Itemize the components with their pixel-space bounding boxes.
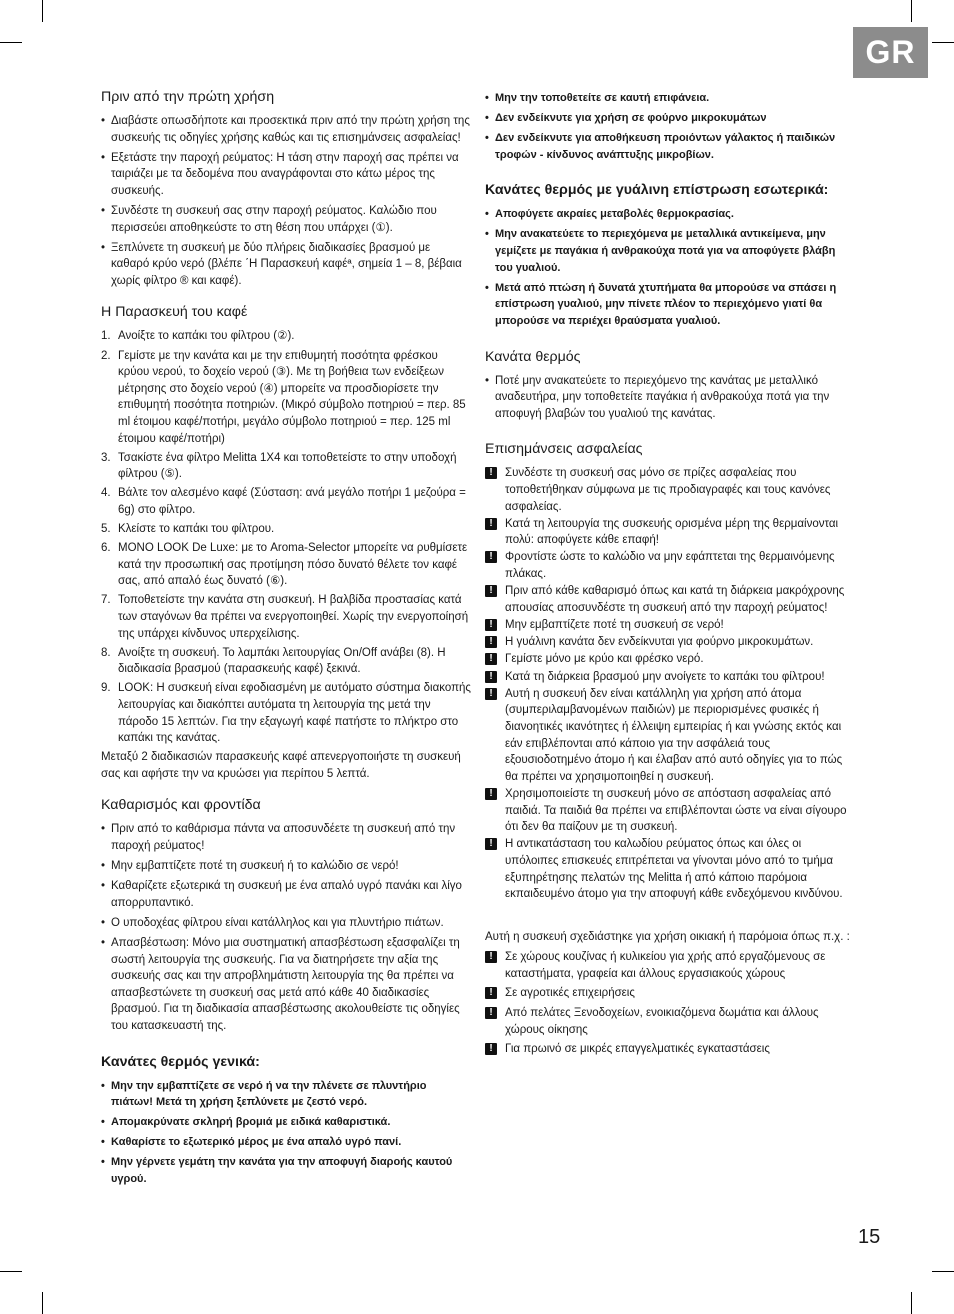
section-thermos-jug bbox=[485, 348, 853, 423]
warning-item bbox=[485, 1005, 853, 1038]
prep-note: Μεταξύ 2 διαδικασιών παρασκευής καφέ απενεργοποιήστε τη συσκευή σας και αφήστε την να κρυώσει για περίπου 5 λεπτά. bbox=[101, 751, 461, 780]
step-number: 5. bbox=[101, 522, 111, 535]
warning-icon: ! bbox=[485, 1043, 497, 1055]
section-title: Καθαρισμός και φροντίδα bbox=[101, 797, 261, 814]
crop-mark bbox=[911, 0, 912, 22]
warning-item bbox=[485, 949, 853, 982]
step-number: 9. bbox=[101, 682, 111, 695]
list-item: • Μην την τοποθετείτε σε καυτή επιφάνεια. bbox=[485, 90, 853, 107]
list-item: • Πριν από το καθάρισμα πάντα να αποσυνδέετε τη συσκευή από την παροχή ρεύματος! bbox=[101, 821, 471, 854]
warning-icon: ! bbox=[485, 551, 497, 563]
warning-text: Φροντίστε ώστε το καλώδιο να μην εφάπτεται της θερμαινόμενης πλάκας. bbox=[505, 551, 835, 581]
step-item bbox=[101, 348, 471, 448]
step-item bbox=[101, 680, 471, 746]
section-title: Κανάτες θερμός γενικά: bbox=[101, 1053, 260, 1070]
list-item: • Μην την εμβαπτίζετε σε νερό ή να την πλένετε σε πλυντήριο πιάτων! Μετά τη χρήση ξεπλύνετε με ζεστό νερό. bbox=[101, 1078, 471, 1111]
list-item: • Καθαρίζετε εξωτερικά τη συσκευή με ένα απαλό υγρό πανάκι και λίγο απορρυπαντικό. bbox=[101, 878, 471, 911]
section-glass-lined bbox=[485, 181, 853, 329]
list-item: • Μην ανακατεύετε το περιεχόμενα με μεταλλικά αντικείμενα, μην γεμίζετε με παγάκια ή ανθρακούχα ποτά για να αποφύγετε βλάβη του γυαλιού. bbox=[485, 226, 853, 276]
bullet-list bbox=[485, 373, 853, 423]
step-text: MONO LOOK De Luxe: με το Aroma-Selector μπορείτε να ρυθμίσετε κατά την προσωπική σας προτίμηση πόσο δυνατό θέλετε τον καφέ σας, από απαλό έως δυνατό (⑥). bbox=[118, 542, 468, 588]
warning-text: Για πρωινό σε μικρές επαγγελματικές εγκαταστάσεις bbox=[505, 1043, 770, 1056]
warning-item bbox=[485, 686, 853, 786]
section-title: Κανάτες θερμός με γυάλινη επίστρωση εσωτερικά: bbox=[485, 182, 829, 199]
section-thermos-general-cont bbox=[485, 90, 853, 163]
section-before-first-use bbox=[101, 88, 471, 289]
warning-icon: ! bbox=[485, 467, 497, 479]
warning-text: Πριν από κάθε καθαρισμό όπως και κατά τη διάρκεια μακρόχρονης απουσίας αποσυνδέστε τη συσκευή από την παροχή ρεύματος! bbox=[505, 585, 845, 614]
step-item bbox=[101, 521, 471, 538]
warning-icon: ! bbox=[485, 518, 497, 530]
list-item: • Δεν ενδείκνυτε για χρήση σε φούρνο μικροκυμάτων bbox=[485, 110, 853, 127]
warning-list bbox=[485, 465, 853, 902]
warning-item bbox=[485, 583, 853, 616]
step-item bbox=[101, 450, 471, 483]
list-item: • Ο υποδοχέας φίλτρου είναι κατάλληλος και για πλυντήριο πιάτων. bbox=[101, 915, 471, 932]
section-title: Η Παρασκευή του καφέ bbox=[101, 304, 248, 321]
left-column bbox=[101, 88, 471, 1202]
section-coffee-prep bbox=[101, 303, 471, 782]
list-item: • Διαβάστε οπωσδήποτε και προσεκτικά πριν από την πρώτη χρήση της συσκευής τις οδηγίες χρήσης καθώς και τις επισημάνσεις ασφαλείας! bbox=[101, 113, 471, 146]
step-number: 3. bbox=[101, 451, 111, 464]
warning-item bbox=[485, 634, 853, 651]
warning-text: Από πελάτες Ξενοδοχείων, ενοικιαζόμενα δωμάτια και άλλους χώρους οίκησης bbox=[505, 1007, 819, 1036]
warning-item bbox=[485, 1041, 853, 1058]
warning-text: Κατά τη λειτουργία της συσκευής ορισμένα μέρη της θερμαίνονται πολύ: αποφύγετε κάθε επαφή! bbox=[505, 517, 839, 547]
warning-icon: ! bbox=[485, 951, 497, 963]
crop-mark bbox=[911, 1292, 912, 1314]
warning-item bbox=[485, 651, 853, 668]
warning-text: Σε χώρους κουζίνας ή κυλικείου για χρής από εργαζόμενους σε καταστήματα, γραφεία και άλλους εργασιακούς χώρους bbox=[505, 951, 826, 980]
warning-text: Σε αγροτικές επιχειρήσεις bbox=[505, 987, 635, 1000]
step-text: Βάλτε τον αλεσμένο καφέ (Σύσταση: ανά μεγάλο ποτήρι 1 μεζούρα = 6g) στο φίλτρο. bbox=[118, 487, 466, 516]
warning-icon: ! bbox=[485, 788, 497, 800]
step-item bbox=[101, 540, 471, 590]
crop-mark bbox=[0, 42, 22, 43]
list-item: • Συνδέστε τη συσκευή σας στην παροχή ρεύματος. Καλώδιο που περισσεύει αποθηκεύστε το στη θέση που υπάρχει (①). bbox=[101, 203, 471, 236]
step-number: 4. bbox=[101, 487, 111, 500]
list-item: • Εξετάστε την παροχή ρεύματος: Η τάση στην παροχή σας πρέπει να ταιριάζει με τα δεδομένα που αναγράφονται στο κάτω μέρος της συσκευής. bbox=[101, 150, 471, 200]
list-item: • Απασβέστωση: Μόνο μια συστηματική απασβέστωση εξασφαλίζει τη σωστή λειτουργία της συσκευής. Για να διατηρήσετε την αξία της συσκευής σας και την απροβλημάτιστη λειτουργία της θα πρέπει να απασβεστώνετε τη συσκευή σας μετά από κάθε 40 διαδικασίες βρασμού. Για τη διαδικασία απασβέστωσης ακολουθείστε τις οδηγίες του κατασκευαστή της. bbox=[101, 935, 471, 1035]
warning-text: Συνδέστε τη συσκευή σας μόνο σε πρίζες ασφαλείας που τοποθετήθηκαν σύμφωνα με τις προδιαγραφές και τους κανόνες ασφαλείας. bbox=[505, 467, 831, 513]
warning-icon: ! bbox=[485, 1007, 497, 1019]
bullet-list bbox=[485, 206, 853, 329]
step-text: Ανοίξτε το καπάκι του φίλτρου (②). bbox=[118, 330, 295, 343]
warning-text: Κατά τη διάρκεια βρασμού μην ανοίγετε το καπάκι του φίλτρου! bbox=[505, 670, 825, 683]
step-text: LOOK: Η συσκευή είναι εφοδιασμένη με αυτόματο σύστημα διακοπής λειτουργίας και διακόπτει αυτόματα τη λειτουργία της μετά την πάροδο 15 λεπτών. Για την εξαγωγή καφέ πατήστε το πλήκτρο στο καπάκι της κανάτας. bbox=[118, 682, 471, 745]
warning-item bbox=[485, 617, 853, 634]
warning-text: Χρησιμοποιείστε τη συσκευή μόνο σε απόσταση ασφαλείας από παιδιά. Τα παιδιά θα πρέπει να επιβλέπονται ώστε να είναι σίγουρο ότι δεν θα παίζουν με τη συσκευή. bbox=[505, 787, 847, 834]
warning-list bbox=[485, 949, 853, 1058]
crop-mark bbox=[932, 42, 954, 43]
step-text: Κλείστε το καπάκι του φίλτρου. bbox=[118, 522, 275, 535]
section-thermos-general bbox=[101, 1053, 471, 1188]
bullet-list bbox=[101, 1078, 471, 1188]
step-text: Τοποθετείστε την κανάτα στη συσκευή. Η βαλβίδα προστασίας κατά των σταγόνων θα πρέπει να ενεργοποιηθεί. Χωρίς την ενεργοποίησή της υπάρχει κίνδυνος υπερχείλισης. bbox=[118, 594, 469, 640]
warning-icon: ! bbox=[485, 838, 497, 850]
step-item bbox=[101, 485, 471, 518]
section-title: Επισημάνσεις ασφαλείας bbox=[485, 441, 643, 458]
crop-mark bbox=[932, 1271, 954, 1272]
warning-text: Η γυάλινη κανάτα δεν ενδείκνυται για φούρνο μικροκυμάτων. bbox=[505, 636, 814, 649]
section-usage bbox=[485, 929, 853, 1058]
crop-mark bbox=[0, 1271, 22, 1272]
usage-intro: Αυτή η συσκευή σχεδιάστηκε για χρήση οικιακή ή παρόμοια όπως π.χ. : bbox=[485, 930, 850, 943]
warning-item bbox=[485, 516, 853, 549]
section-title: Κανάτα θερμός bbox=[485, 348, 581, 365]
step-number: 8. bbox=[101, 646, 111, 659]
list-item: • Μην εμβαπτίζετε ποτέ τη συσκευή ή το καλώδιο σε νερό! bbox=[101, 858, 471, 875]
step-number: 2. bbox=[101, 349, 111, 362]
step-text: Τσακίστε ένα φίλτρο Melitta 1X4 και τοποθετείστε το στην υποδοχή φίλτρου (⑤). bbox=[118, 451, 457, 481]
page-number: 15 bbox=[858, 1226, 881, 1248]
step-number: 1. bbox=[101, 330, 111, 343]
warning-icon: ! bbox=[485, 653, 497, 665]
section-cleaning bbox=[101, 796, 471, 1034]
bullet-list bbox=[101, 113, 471, 289]
step-text: Γεμίστε με την κανάτα και με την επιθυμητή ποσότητα φρέσκου κρύου νερού, το δοχείο νερού (③). Με τη βοήθεια των ενδείξεων μέτρησης στο δοχείο νερού (④) μπορείτε να προσδιορίσετε την επιθυμητή ποσότητα ποτηριών. (Μικρό σύμβολο ποτηριού = περ. 85 ml έτοιμου καφέ/ποτήρι, μεγάλο σύμβολο ποτηριού = περ. 125 ml έτοιμου καφέ/ποτήρι) bbox=[118, 349, 466, 445]
warning-icon: ! bbox=[485, 987, 497, 999]
step-item bbox=[101, 645, 471, 678]
right-column bbox=[485, 90, 853, 1072]
step-item bbox=[101, 592, 471, 642]
list-item: • Ποτέ μην ανακατεύετε το περιεχόμενο της κανάτας με μεταλλικό αναδευτήρα, μην τοποθετείτε παγάκια ή ανθρακούχα ποτά για την αποφυγή βλαβών του γυαλιού της κανάτας. bbox=[485, 373, 853, 423]
warning-text: Γεμίστε μόνο με κρύο και φρέσκο νερό. bbox=[505, 653, 704, 666]
list-item: • Δεν ενδείκνυτε για αποθήκευση προιόντων γάλακτος ή παιδικών τροφών - κίνδυνος ανάπτυξης μικροβίων. bbox=[485, 130, 853, 163]
warning-icon: ! bbox=[485, 688, 497, 700]
step-text: Ανοίξτε τη συσκευή. Το λαμπάκι λειτουργίας On/Off ανάβει (8). Η διαδικασία βρασμού (παρασκευής καφέ) ξεκινά. bbox=[118, 646, 446, 676]
list-item: • Μην γέρνετε γεμάτη την κανάτα για την αποφυγή διαροής καυτού υγρού. bbox=[101, 1154, 471, 1187]
bullet-list bbox=[485, 90, 853, 163]
warning-item bbox=[485, 836, 853, 902]
warning-icon: ! bbox=[485, 636, 497, 648]
warning-text: Η αντικατάσταση του καλωδίου ρεύματος όπως και όλες οι υπόλοιπες επισκευές επιτρέπεται να γίνονται μόνο από το τμήμα εξυπηρέτησης πελατών της Melitta ή από κάποιο παρόμοια εκπαιδευμένο άτομο για την αποφυγή κάθε ενδεχόμενου κινδύνου. bbox=[505, 838, 843, 901]
step-number: 6. bbox=[101, 542, 111, 555]
crop-mark bbox=[42, 0, 43, 22]
list-item: • Αποφύγετε ακραίες μεταβολές θερμοκρασίας. bbox=[485, 206, 853, 223]
list-item: • Καθαρίστε το εξωτερικό μέρος με ένα απαλό υγρό πανί. bbox=[101, 1134, 471, 1151]
warning-item bbox=[485, 549, 853, 582]
steps-list bbox=[101, 328, 471, 746]
bullet-list bbox=[101, 821, 471, 1034]
warning-item bbox=[485, 669, 853, 686]
warning-icon: ! bbox=[485, 585, 497, 597]
list-item: • Ξεπλύνετε τη συσκευή με δύο πλήρεις διαδικασίες βρασμού με καθαρό κρύο νερό (βλέπε ΄Η Παρασκευή καφέª, σημεία 1 – 8, βέβαια χωρίς φίλτρο ® και καφέ). bbox=[101, 240, 471, 290]
warning-text: Αυτή η συσκευή δεν είναι κατάλληλη για χρήση από άτομα (συμπεριλαμβανομένων παιδιών) με περιορισμένες φυσικές ή διανοητικές ικανότητες ή έλλειψη εμπειρίας ή και γνώσης εκτός και εάν επιβλέπονται από κάποιο για την ασφάλειά τους εξουσιοδοτημένο άτομο ή και έλαβαν από αυτό οδηγίες για το πώς θα πρέπει να χρησιμοποιηθεί η συσκευή. bbox=[505, 687, 843, 783]
section-safety bbox=[485, 440, 853, 902]
list-item: • Απομακρύνατε σκληρή βρομιά με ειδικά καθαριστικά. bbox=[101, 1114, 471, 1131]
step-number: 7. bbox=[101, 594, 111, 607]
warning-icon: ! bbox=[485, 619, 497, 631]
section-title: Πριν από την πρώτη χρήση bbox=[101, 89, 275, 105]
language-tag: GR bbox=[853, 27, 928, 78]
warning-item bbox=[485, 786, 853, 836]
crop-mark bbox=[42, 1292, 43, 1314]
warning-item bbox=[485, 985, 853, 1002]
warning-item bbox=[485, 465, 853, 515]
step-item bbox=[101, 328, 471, 345]
list-item: • Μετά από πτώση ή δυνατά χτυπήματα θα μπορούσε να σπάσει η επίστρωση γυαλιού, μην πίνετε πλέον το περιεχόμενο γιατί θα μπορούσε να περιέχει θραύσματα γυαλιού. bbox=[485, 280, 853, 330]
warning-text: Μην εμβαπτίζετε ποτέ τη συσκευή σε νερό! bbox=[505, 619, 724, 632]
warning-icon: ! bbox=[485, 671, 497, 683]
